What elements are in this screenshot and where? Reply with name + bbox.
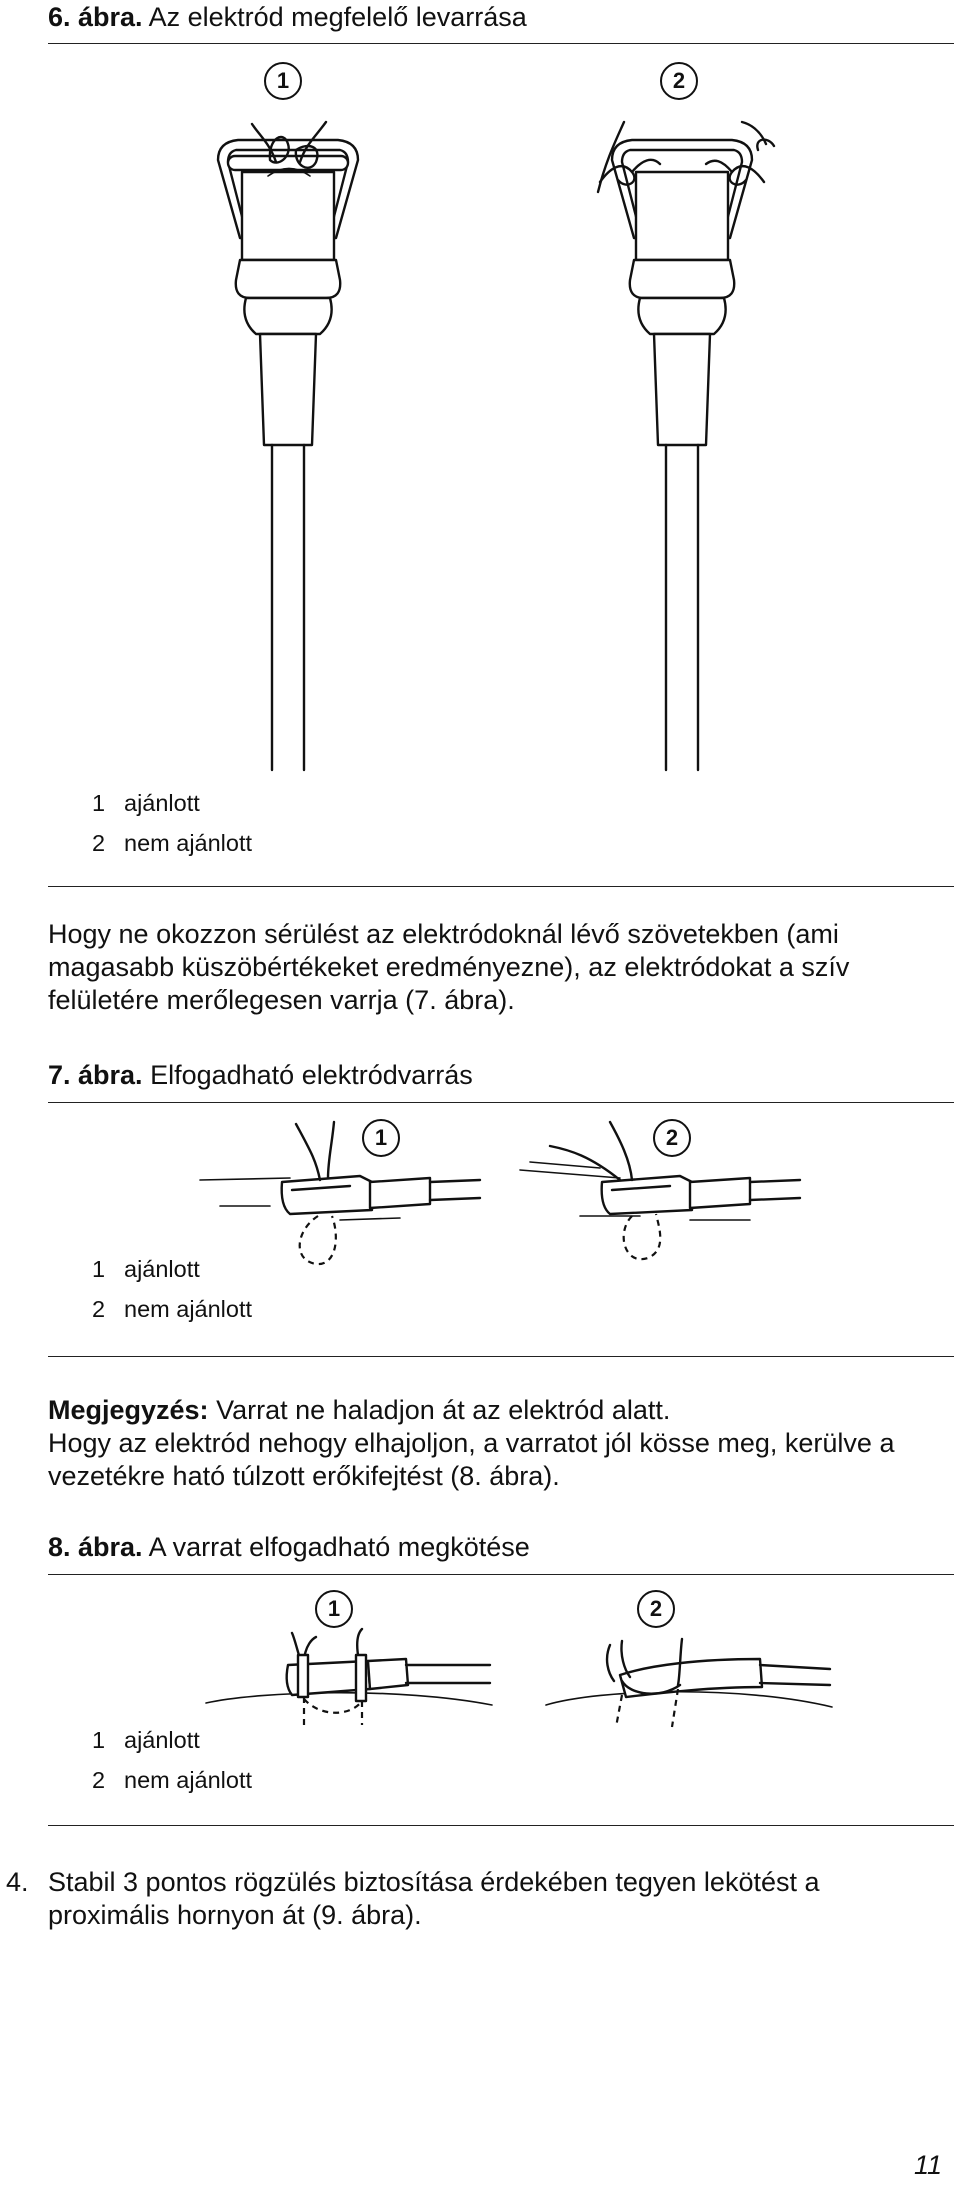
- figure6-electrode-not-recommended: [582, 120, 782, 770]
- figure7-title: Elfogadható elektródvarrás: [150, 1060, 473, 1090]
- note-label: Megjegyzés:: [48, 1395, 209, 1425]
- body-paragraph: Hogy ne okozzon sérülést az elektródoknál lévő szövetekben (ami magasabb küszöbértékeket eredményezne), az elektródokat a szív felületére merőlegesen varrja (7. ábra).: [48, 919, 850, 1015]
- figure6-badge-2: 2: [660, 62, 698, 100]
- figure8-tie-recommended: [200, 1625, 500, 1735]
- note-body: Hogy az elektród nehogy elhajoljon, a varratot jól kösse meg, kerülve a vezetékre ható túlzott erőkifejtést (8. ábra).: [48, 1428, 895, 1491]
- figure6-electrode-recommended: [198, 120, 378, 770]
- divider: [48, 1825, 954, 1826]
- divider: [48, 886, 954, 887]
- figure6-number: 6. ábra.: [48, 2, 143, 32]
- figure6-badge-1: 1: [264, 62, 302, 100]
- figure6-legend-item: 2 nem ajánlott: [92, 830, 253, 856]
- figure7-caption: [48, 1058, 473, 1092]
- figure8-legend-item: 1 ajánlott: [92, 1727, 200, 1753]
- figure7-badge-1: 1: [362, 1119, 400, 1157]
- figure7-suture-recommended: [200, 1120, 490, 1260]
- figure7-badge-2: 2: [653, 1119, 691, 1157]
- figure8-badge-1: 1: [315, 1590, 353, 1628]
- page-number: 11: [913, 2150, 942, 2180]
- figure8-badge-2: 2: [637, 1590, 675, 1628]
- figure8-tie-not-recommended: [540, 1625, 840, 1735]
- figure6-caption: [48, 0, 527, 34]
- figure8-number: 8. ábra.: [48, 1532, 143, 1562]
- divider: [48, 1356, 954, 1357]
- figure6-legend-item: 1 ajánlott: [92, 790, 200, 816]
- divider: [48, 1574, 954, 1575]
- figure7-number: 7. ábra.: [48, 1060, 143, 1090]
- figure6-title: Az elektród megfelelő levarrása: [148, 2, 527, 32]
- note-text: Varrat ne haladjon át az elektród alatt.: [216, 1395, 671, 1425]
- figure8-legend-item: 2 nem ajánlott: [92, 1767, 253, 1793]
- divider: [48, 1102, 954, 1103]
- figure8-caption: [48, 1530, 530, 1564]
- divider: [48, 43, 954, 44]
- note-line: [48, 1394, 948, 1427]
- figure7-suture-not-recommended: [520, 1120, 810, 1260]
- figure8-title: A varrat elfogadható megkötése: [148, 1532, 530, 1562]
- step-text: Stabil 3 pontos rögzülés biztosítása érdekében tegyen lekötést a proximális hornyon át (9. ábra).: [48, 1867, 820, 1930]
- figure7-legend-item: 2 nem ajánlott: [92, 1296, 253, 1322]
- step-number: 4.: [6, 1867, 29, 1897]
- figure7-legend-item: 1 ajánlott: [92, 1256, 200, 1282]
